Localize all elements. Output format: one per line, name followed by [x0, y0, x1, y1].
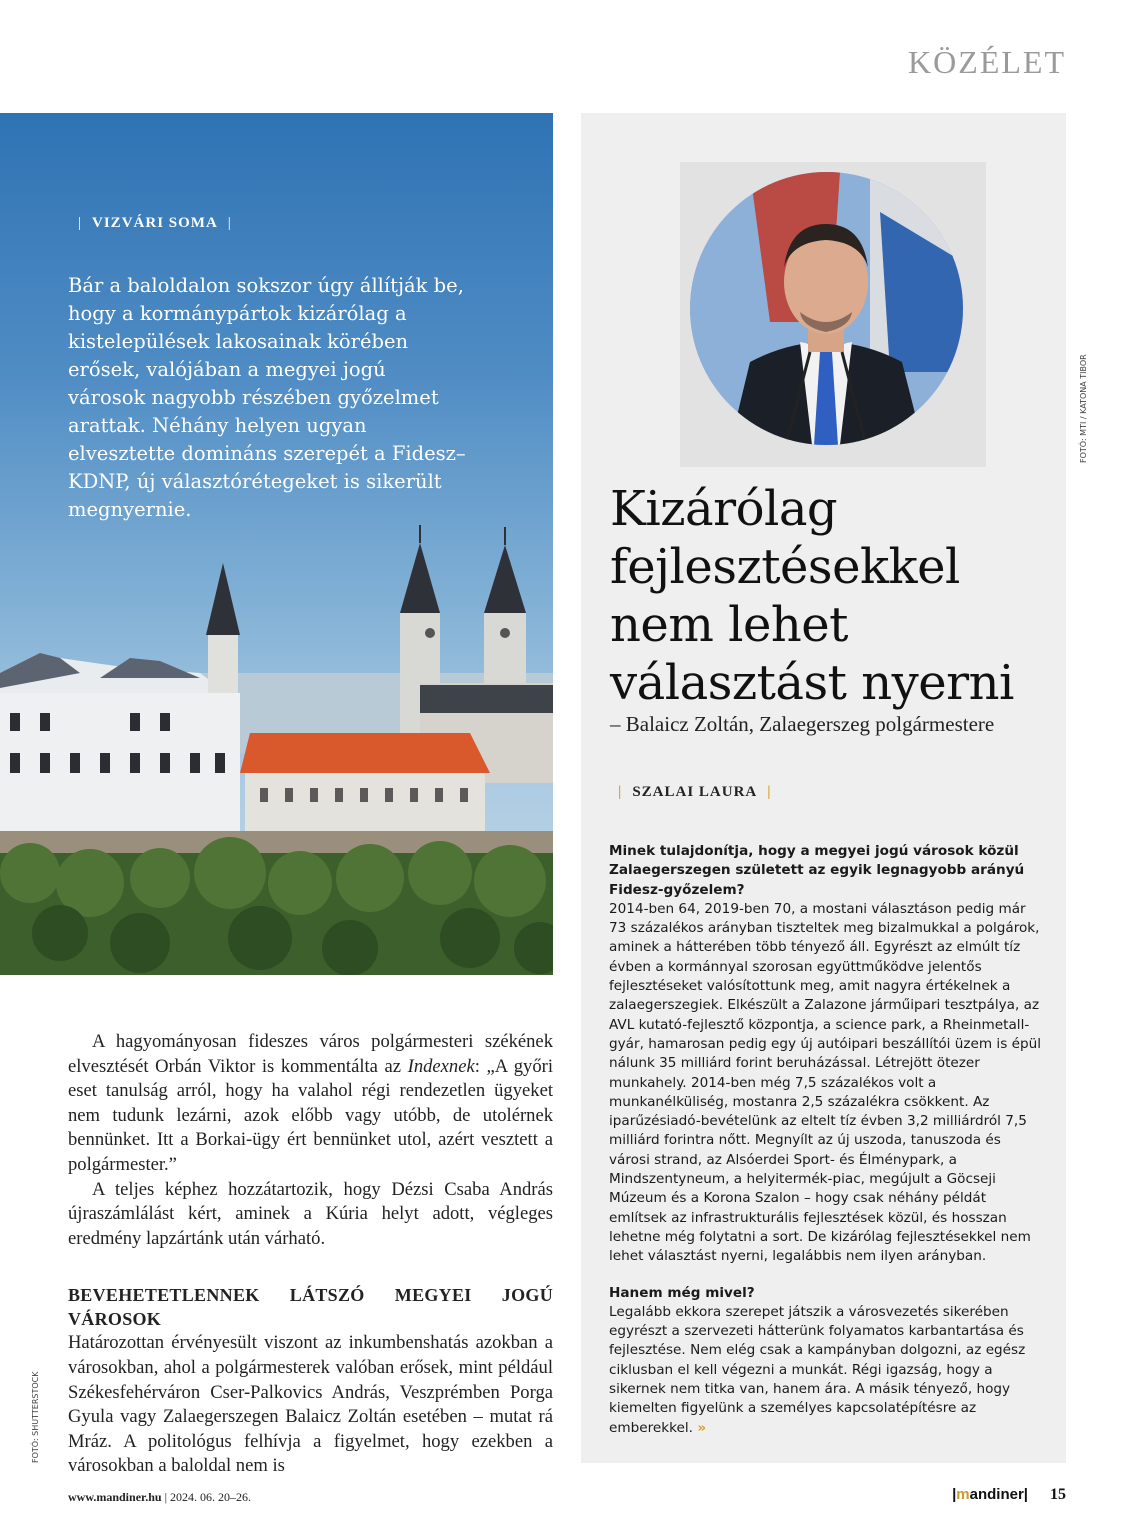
- headline-subtitle: – Balaicz Zoltán, Zalaegerszeg polgármestere: [610, 712, 995, 736]
- section-subhead: BEVEHETETLENNEK LÁTSZÓ MEGYEI JOGÚ VÁROSOK: [68, 1285, 553, 1330]
- veszprem-photo: [0, 113, 553, 975]
- right-photo-credit: FOTÓ: MTI / KATONA TIBOR: [1079, 354, 1088, 463]
- section-label: KÖZÉLET: [908, 44, 1066, 80]
- answer: 2014-ben 64, 2019-ben 70, a mostani választáson pedig már 73 százalékos arányban tiszteltek meg bizalmukkal a polgárok, aminek a hátterében több tényező áll. Egyrészt az elmúlt tíz évben a kormánnyal szorosan együttműködve jelentős fejlesztéseket valósítottunk meg, amit nagyra értékelnek a zalaegerszegiek. Elkészült a Zalazone járműipari tesztpálya, az AVL kutató-fejlesztő központja, a science park, a Rheinmetall-gyár, hamarosan pedig egy új autóipari beszállítói üzem is épül nálunk 35 milliárd forint beruházással. Létrejött ötezer munkahely. 2014-ben még 7,5 százalékos volt a munkanélküliség, mostanra 2,5 százalékra csökkent. Az iparűzésiadó-bevételünk az eltelt tíz évben 3,2 milliárdról 7,5 milliárd forintra nőtt. Megnyílt az új uszoda, tanuszoda és városi strand, az Alsóerdei Sport- és Élménypark, a Mindszentyneum, a helyitermék-piac, megújult a Göcseji Múzeum és a Korona Szalon – hogy csak néhány példát említsek az infrastrukturális fejlesztések közül, és hosszan lehetne még folytatni a sort. De kizárólag fejlesztésekkel nem lehet választást nyerni, legalábbis nem ilyen arányban.: [609, 900, 1041, 1265]
- left-photo-credit: FOTÓ: SHUTTERSTOCK: [31, 1371, 40, 1463]
- byline-bar: |: [618, 784, 623, 800]
- left-byline: [68, 215, 242, 232]
- paragraph-gap: [609, 1267, 1043, 1284]
- question: Minek tulajdonítja, hogy a megyei jogú városok közül Zalaegerszegen született az egyik legnagyobb arányú Fidesz-győzelem?: [609, 843, 1025, 898]
- castle-illustration: [0, 113, 553, 975]
- right-author: SZALAI LAURA: [632, 784, 758, 800]
- paragraph-text: A hagyományosan fideszes város polgármesteri székének elvesztését Orbán Viktor is kommentálta az: [68, 1031, 553, 1077]
- headline: Kizárólag fejlesztésekkel nem lehet választást nyerni: [610, 481, 1014, 711]
- left-author: VIZVÁRI SOMA: [92, 215, 218, 231]
- continue-arrow-icon: »: [697, 1419, 707, 1436]
- interview-text: [609, 842, 1043, 1438]
- right-byline: [608, 784, 782, 801]
- paragraph: [68, 1030, 553, 1178]
- brand-logo-text: andiner: [969, 1486, 1024, 1503]
- mayor-portrait-illustration: [690, 172, 963, 445]
- answer: Legalább ekkora szerepet játszik a városvezetés sikerében egyrészt a szervezeti hátterünk folyamatos karbantartása és fejlesztése. Nem elég csak a kampányban dolgozni, az egész ciklusban el kell végezni a munkát. Régi igazság, hogy a sikernek nem titka van, hanem ára. A másik tényező, hogy kiemelten figyelünk a személyes kapcsolatépítésre az emberekkel.: [609, 1303, 1026, 1436]
- left-lead: Bár a baloldalon sokszor úgy állítják be, hogy a kormánypártok kizárólag a kistelepülések lakosainak körében erősek, valójában a megyei jogú városok nagyobb részében győzelmet arattak. Néhány helyen ugyan elvesztette domináns szerepét a Fidesz–KDNP, új választórétegeket is sikerült megnyernie.: [68, 274, 466, 521]
- publication-name: Indexnek: [407, 1055, 475, 1077]
- brand-logo-m: m: [956, 1486, 970, 1503]
- byline-bar: |: [767, 784, 772, 800]
- question: Hanem még mivel?: [609, 1284, 755, 1301]
- footer-left: www.mandiner.hu | 2024. 06. 20–26.: [68, 1490, 251, 1504]
- footer-right: [952, 1486, 1066, 1504]
- byline-bar: |: [78, 215, 83, 231]
- answer-with-continue: [609, 1303, 1043, 1438]
- brand-logo: |mandiner|: [952, 1486, 1028, 1503]
- paragraph-text: : „A győri eset tanulság arról, hogy ha valahol régi rendezetlen ügyeket nem tudunk lezárni, azok előbb vagy utóbb, de utolérnek bennünket. Itt a Borkai-ügy ért bennünket utol, azért vesztett a polgármester.”: [68, 1055, 553, 1175]
- left-body: [68, 1030, 553, 1479]
- paragraph: Határozottan érvényesült viszont az inkumbenshatás azokban a városokban, ahol a polgármesterek valóban erősek, mint például Székesfehérváron Cser-Palkovics András, Veszprémben Porga Gyula vagy Zalaegerszegen Balaicz Zoltán esetében – mutat rá Mráz. A politológus felhívja a figyelmet, hogy ezekben a városokban a baloldal nem is: [68, 1332, 553, 1477]
- page-number: 15: [1050, 1486, 1066, 1503]
- paragraph: A teljes képhez hozzátartozik, hogy Dézsi Csaba András újraszámlálást kért, aminek a Kúria helyt adott, végleges eredmény lapzártánk után várható.: [68, 1178, 553, 1249]
- mayor-portrait: [690, 172, 963, 445]
- byline-bar: |: [227, 215, 232, 231]
- site-url: www.mandiner.hu: [68, 1490, 162, 1504]
- issue-date: 2024. 06. 20–26.: [170, 1490, 251, 1504]
